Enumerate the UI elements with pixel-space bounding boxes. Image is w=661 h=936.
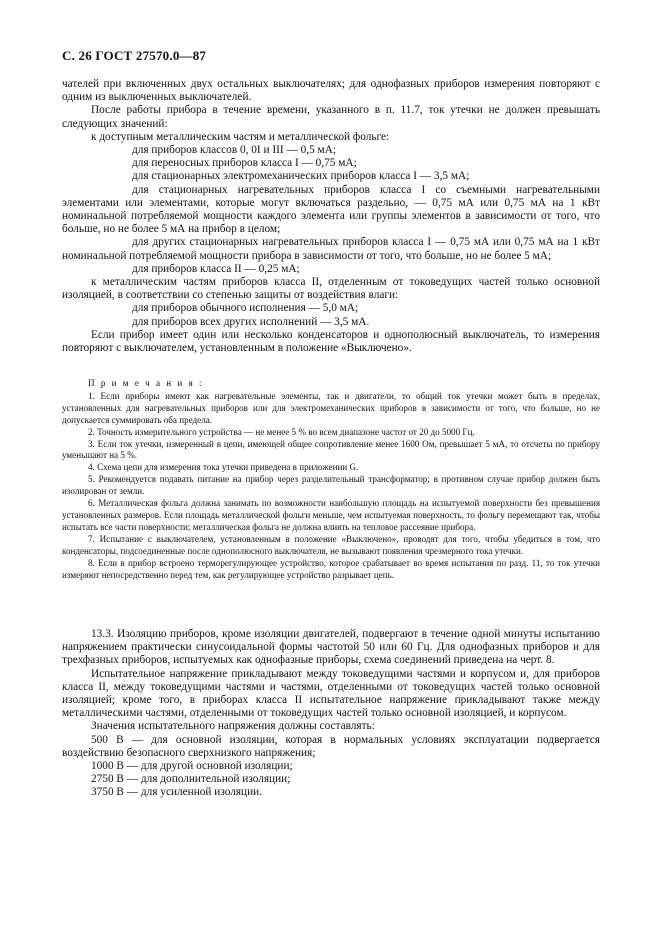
list-item: для приборов обычного исполнения — 5,0 мА; (132, 302, 359, 315)
paragraph: Испытательное напряжение прикладывают между токоведущими частями и корпусом и, для приборов класса II, между токоведущими частями и частями, отделенными от токоведущих частей только основной изоляцией; кроме того, в приборах класса II испытательное напряжение прикладывают также между металлическими частями, отделенными от токоведущих частей только основной изоляцией, и корпусом. (62, 667, 600, 720)
list-item: 500 В — для основной изоляции, которая в нормальных условиях эксплуатации подвергается воздействию безопасного сверхнизкого напряжения; (62, 733, 600, 759)
list-item: для приборов класса II — 0,25 мА; (132, 262, 300, 275)
list-item: для приборов классов 0, 0I и III — 0,5 мА; (132, 144, 336, 157)
note-item: 8. Если в прибор встроено терморегулирующее устройство, которое срабатывает во время испытания по разд. 11, то ток утечки измеряют непосредственно перед тем, как регулирующее устройство разрывает цепь. (62, 557, 600, 580)
list-item: для других стационарных нагревательных приборов класса I — 0,75 мА или 0,75 мА на 1 кВт номинальной потребляемой мощности прибора в зависимости от того, что больше, но не более 5 мА; (62, 236, 600, 262)
list-item: для стационарных нагревательных приборов класса I со съемными нагревательными элементами или элементами, которые могут включаться раздельно, — 0,75 мА или 0,75 мА на 1 кВт номинальной потребляемой мощности каждого элемента или группы элементов в зависимости от того, что больше, но не более 5 мА на прибор в целом; (62, 183, 600, 236)
list-item: для приборов всех других исполнений — 3,5 мА. (132, 315, 370, 328)
list-item: для стационарных электромеханических приборов класса I — 3,5 мА; (132, 170, 470, 183)
notes-block (62, 378, 600, 581)
notes-title: П р и м е ч а н и я : (88, 378, 204, 388)
note-item: 3. Если ток утечки, измеренный в цепи, имеющей общее сопротивление менее 1600 Ом, превышает 5 мА, то отсчеты по прибору уменьшают на 5 %. (62, 438, 600, 461)
paragraph: Значения испытательного напряжения должны составлять: (91, 720, 375, 733)
paragraph: После работы прибора в течение времени, указанного в п. 11.7, ток утечки не должен превышать следующих значений: (62, 104, 600, 130)
paragraph: чателей при включенных двух остальных выключателях; для однофазных приборов измерения повторяют с одним из выключенных выключателей. (62, 78, 600, 104)
note-item: 6. Металлическая фольга должна занимать по возможности наибольшую площадь на испытуемой поверхности без превышения установленных размеров. Если площадь металлической фольги меньше, чем испытуемая поверхность, то фольгу перемещают так, чтобы испытать все части поверхности; металлическая фольга не должна влиять на тепловое рассеяние прибора. (62, 498, 600, 532)
list-item: для переносных приборов класса I — 0,75 мА; (132, 157, 357, 170)
paragraph: к металлическим частям приборов класса II, отделенным от токоведущих частей только основной изоляцией, в соответствии со степенью защиты от воздействия влаги: (62, 276, 600, 302)
paragraph: 13.3. Изоляцию приборов, кроме изоляции двигателей, подвергают в течение одной минуты испытанию напряжением практически синусоидальной формы частотой 50 или 60 Гц. Для однофазных приборов и для трехфазных приборов, испытуемых как однофазные приборы, схема соединений приведена на черт. 8. (62, 628, 600, 667)
section-13-3 (62, 628, 600, 800)
note-item: 7. Испытание с выключателем, установленным в положение «Выключено», проводят для того, чтобы убедиться в том, что конденсаторы, подсоединенные после однополюсного выключателя, не вызывают появления чрезмерного тока утечки. (62, 533, 600, 556)
list-item: 3750 В — для усиленной изоляции. (91, 786, 263, 799)
leakage-current-text (62, 78, 600, 355)
list-item: к доступным металлическим частям и металлической фольге: (91, 130, 390, 143)
note-item: 4. Схема цепи для измерения тока утечки приведена в приложении G. (88, 462, 359, 473)
list-item: 1000 В — для другой основной изоляции; (91, 760, 293, 773)
paragraph: Если прибор имеет один или несколько конденсаторов и однополюсный выключатель, то измерения повторяют с выключателем, установленным в положение «Выключено». (62, 328, 600, 355)
note-item: 5. Рекомендуется подавать питание на прибор через разделительный трансформатор; в противном случае прибор должен быть изолирован от земли. (62, 474, 600, 497)
list-item: 2750 В — для дополнительной изоляции; (91, 773, 291, 786)
note-item: 2. Точность измерительного устройства — не менее 5 % во всем диапазоне частот от 20 до 5000 Гц. (88, 426, 475, 437)
note-item: 1. Если приборы имеют как нагревательные элементы, так и двигатели, то общий ток утечки может быть в пределах, установленных для нагревательных приборов или для электромеханических приборов в зависимости от того, что больше, но не допускается суммировать оба предела. (62, 390, 600, 425)
page-header: С. 26 ГОСТ 27570.0—87 (62, 48, 207, 63)
